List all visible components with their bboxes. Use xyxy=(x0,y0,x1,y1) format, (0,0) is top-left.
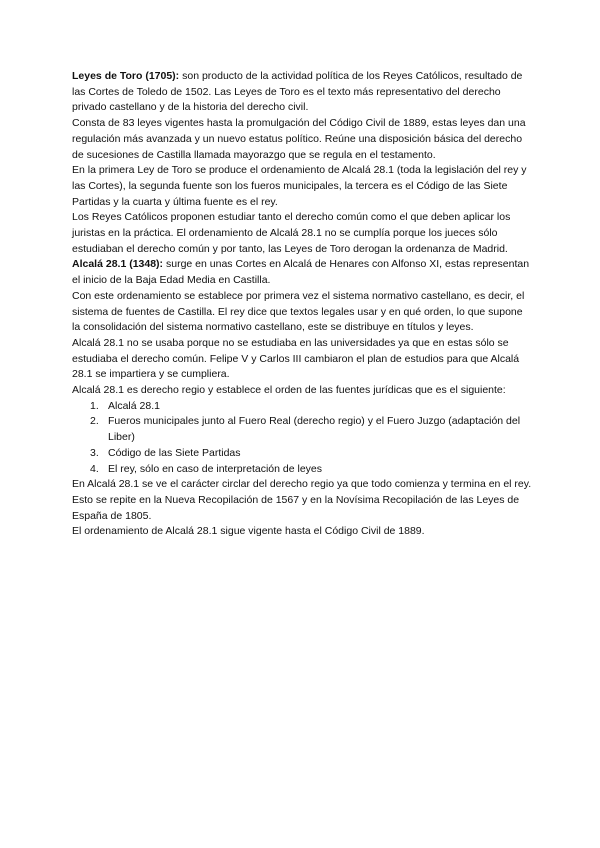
list-item-number: 1. xyxy=(90,399,99,412)
paragraph-primera-ley: En la primera Ley de Toro se produce el ordenamiento de Alcalá 28.1 (toda la legislación del rey y las Cortes), la segunda fuente son los fueros municipales, la tercera es el Código de las Siete Partidas y la cuarta y última fuente es el rey. xyxy=(72,164,527,208)
paragraph-orden-fuentes: Alcalá 28.1 es derecho regio y establece el orden de las fuentes jurídicas que es el siguiente: xyxy=(72,384,506,397)
list-item xyxy=(72,399,532,415)
list-item xyxy=(72,462,532,478)
list-item xyxy=(72,414,532,445)
paragraph-leyes-de-toro xyxy=(72,69,532,116)
document-page xyxy=(72,69,532,540)
paragraph-caracter-circular: En Alcalá 28.1 se ve el carácter circlar del derecho regio ya que todo comienza y termina en el rey. Esto se repite en la Nueva Recopilación de 1567 y en la Novísima Recopilación de las Leyes de España de 1805. xyxy=(72,478,532,522)
list-item-number: 2. xyxy=(90,415,99,428)
list-item-text: El rey, sólo en caso de interpretación de leyes xyxy=(108,462,323,475)
paragraph-text: son producto de la actividad política de los Reyes Católicos, resultado de las Cortes de Toledo de 1502. Las Leyes de Toro es el texto más representativo del derecho privado castellano y de la historia del derecho civil. xyxy=(72,70,523,114)
paragraph-alcala xyxy=(72,257,532,288)
paragraph-universidades: Alcalá 28.1 no se usaba porque no se estudiaba en las universidades ya que en estas sólo se estudiaba el derecho común. Felipe V y Carlos III cambiaron el plan de estudios para que Alcalá 28.1 se impartiera y se cumpliera. xyxy=(72,336,520,381)
heading-leyes-de-toro: Leyes de Toro (1705): xyxy=(72,70,180,82)
paragraph-text: surge en unas Cortes en Alcalá de Henares con Alfonso XI, estas representan el inicio de la Baja Edad Media en Castilla. xyxy=(72,258,530,287)
list-item-text: Alcalá 28.1 xyxy=(108,399,160,412)
list-item-number: 3. xyxy=(90,446,99,459)
list-item xyxy=(72,446,532,462)
paragraph-vigente: El ordenamiento de Alcalá 28.1 sigue vigente hasta el Código Civil de 1889. xyxy=(72,525,425,538)
list-item-text: Código de las Siete Partidas xyxy=(108,446,241,459)
list-item-text: Fueros municipales junto al Fuero Real (derecho regio) y el Fuero Juzgo (adaptación del Liber) xyxy=(108,415,521,444)
sources-list xyxy=(72,399,532,478)
paragraph-83-leyes: Consta de 83 leyes vigentes hasta la promulgación del Código Civil de 1889, estas leyes dan una regulación más avanzada y un nuevo estatus político. Reúne una disposición básica del derecho de sucesiones de Castilla llamada mayorazgo que se regula en el testamento. xyxy=(72,117,526,161)
list-item-number: 4. xyxy=(90,462,99,475)
heading-alcala: Alcalá 28.1 (1348): xyxy=(72,258,164,271)
paragraph-sistema-normativo: Con este ordenamiento se establece por primera vez el sistema normativo castellano, es decir, el sistema de fuentes de Castilla. El rey dice que textos legales usar y en qué orden, lo que supone la consolidación del sistema normativo castellano, este se distribuye en títulos y leyes. xyxy=(72,289,525,334)
paragraph-reyes-catolicos: Los Reyes Católicos proponen estudiar tanto el derecho común como el que deben aplicar los juristas en la práctica. El ordenamiento de Alcalá 28.1 no se cumplía porque los jueces sólo estudiaban el derecho común y por tanto, las Leyes de Toro derogan la ordenanza de Madrid. xyxy=(72,211,511,255)
